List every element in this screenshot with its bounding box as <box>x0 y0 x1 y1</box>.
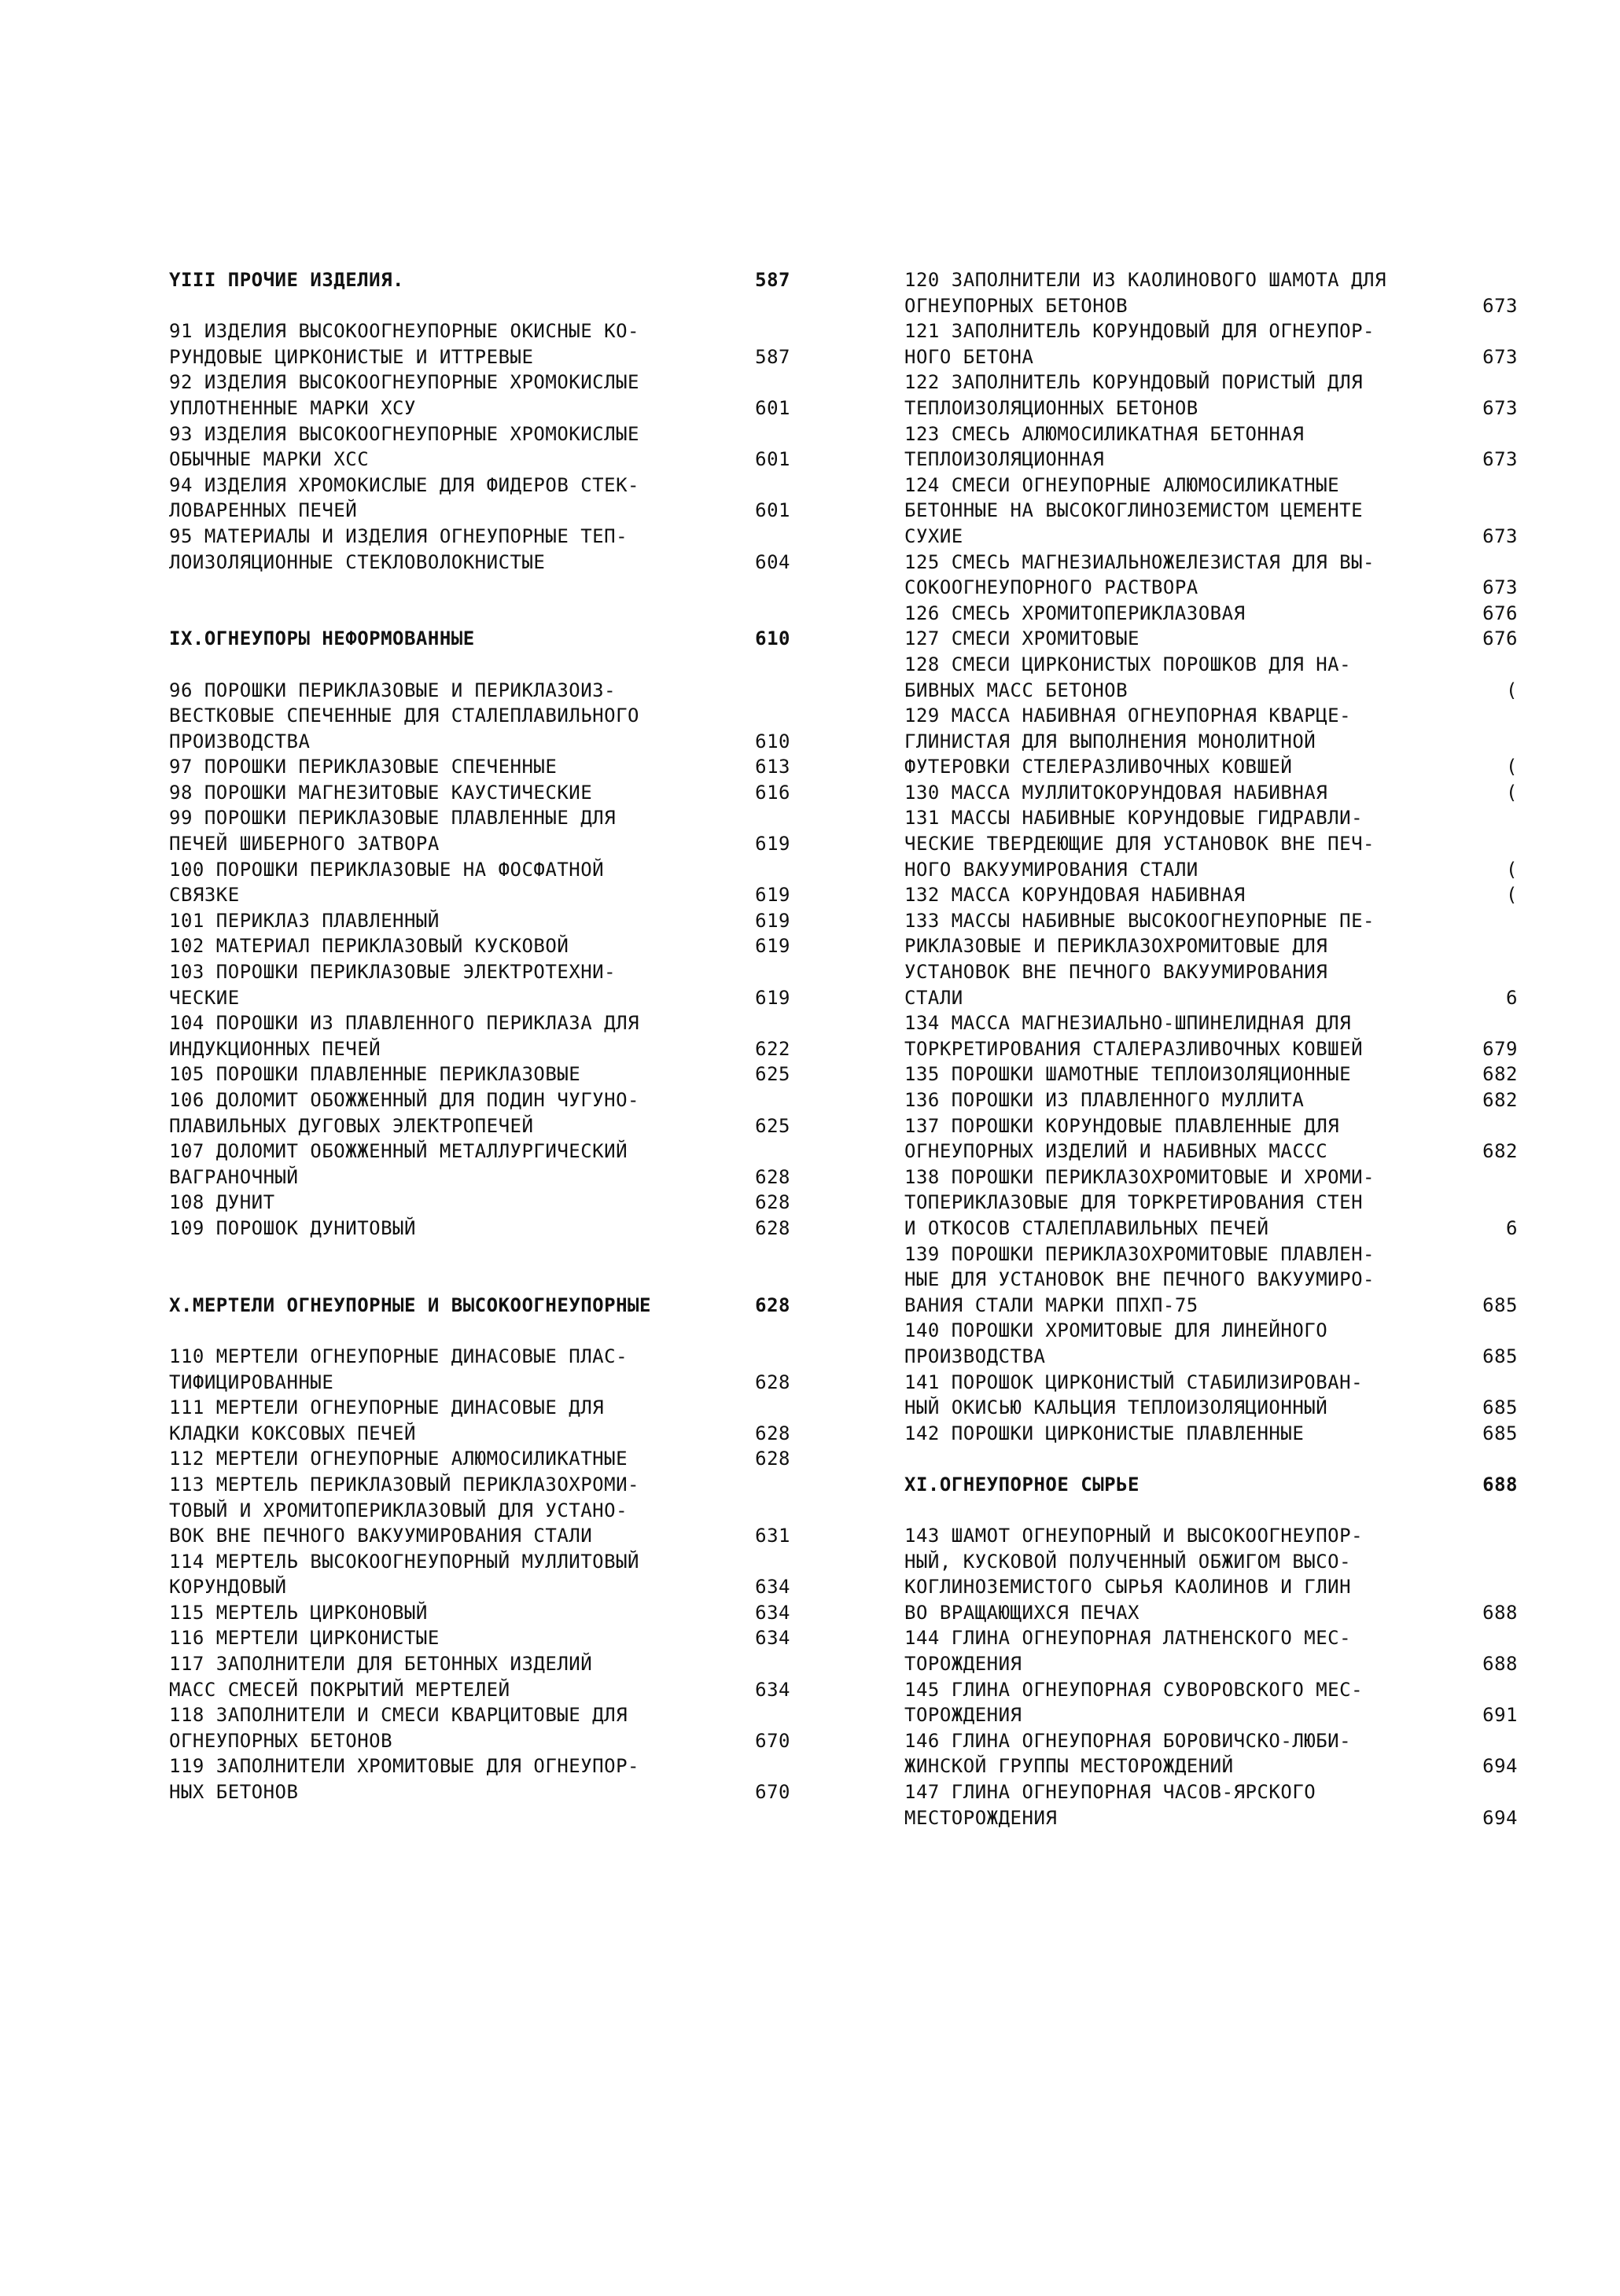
entry-text: 120 ЗАПОЛНИТЕЛИ ИЗ КАОЛИНОВОГО ШАМОТА ДЛЯ <box>904 269 1386 291</box>
entry-text: 112 МЕРТЕЛИ ОГНЕУПОРНЫЕ АЛЮМОСИЛИКАТНЫЕ <box>169 1448 628 1470</box>
entry-text: 135 ПОРОШКИ ШАМОТНЫЕ ТЕПЛОИЗОЛЯЦИОННЫЕ <box>904 1063 1352 1086</box>
page-number: 628 <box>755 1165 790 1188</box>
entry-text: КЛАДКИ КОКСОВЫХ ПЕЧЕЙ <box>169 1422 416 1444</box>
spacer <box>169 293 790 319</box>
entry-text: ПРОИЗВОДСТВА <box>904 1345 1046 1367</box>
entry-text: 143 ШАМОТ ОГНЕУПОРНЫЙ И ВЫСОКООГНЕУПОР- <box>904 1525 1364 1547</box>
toc-entry-line <box>169 1574 790 1600</box>
spacer <box>169 575 790 601</box>
toc-entry-line <box>169 703 790 729</box>
toc-entry-line <box>169 1216 790 1242</box>
toc-entry-line <box>904 1370 1518 1396</box>
toc-entry-line <box>904 908 1518 934</box>
page-number: 634 <box>755 1576 790 1599</box>
toc-entry-line <box>904 1651 1518 1677</box>
toc-entry-line <box>169 498 790 524</box>
entry-text: ТОРКРЕТИРОВАНИЯ СТАЛЕРАЗЛИВОЧНЫХ КОВШЕЙ <box>904 1037 1364 1060</box>
entry-text: 94 ИЗДЕЛИЯ ХРОМОКИСЛЫЕ ДЛЯ ФИДЕРОВ СТЕК- <box>169 473 639 496</box>
entry-text: КОРУНДОВЫЙ <box>169 1576 287 1599</box>
toc-entry-line <box>904 370 1518 396</box>
entry-text: 100 ПОРОШКИ ПЕРИКЛАЗОВЫЕ НА ФОСФАТНОЙ <box>169 858 605 881</box>
entry-text: ТЕПЛОИЗОЛЯЦИОННЫХ БЕТОНОВ <box>904 396 1198 419</box>
entry-text: РУНДОВЫЕ ЦИРКОНИСТЫЕ И ИТТРЕВЫЕ <box>169 345 534 368</box>
entry-text: СТАЛИ <box>904 986 963 1009</box>
toc-entry-line <box>904 601 1518 627</box>
toc-entry-line <box>169 754 790 780</box>
entry-text: 97 ПОРОШКИ ПЕРИКЛАЗОВЫЕ СПЕЧЕННЫЕ <box>169 756 558 778</box>
page-number: 628 <box>755 1422 790 1444</box>
toc-entry-line <box>169 1625 790 1651</box>
entry-text: 123 СМЕСЬ АЛЮМОСИЛИКАТНАЯ БЕТОННАЯ <box>904 422 1305 445</box>
entry-text: X.МЕРТЕЛИ ОГНЕУПОРНЫЕ И ВЫСОКООГНЕУПОРНЫЕ <box>169 1293 651 1316</box>
toc-entry-line <box>169 1010 790 1036</box>
toc-entry-line <box>169 831 790 857</box>
page-number: 619 <box>755 884 790 907</box>
section-heading <box>169 267 790 293</box>
page-number: 688 <box>1482 1653 1518 1676</box>
toc-entry-line <box>169 473 790 499</box>
page-number: 601 <box>755 499 790 522</box>
toc-entry-line <box>169 524 790 550</box>
entry-text: 119 ЗАПОЛНИТЕЛИ ХРОМИТОВЫЕ ДЛЯ ОГНЕУПОР- <box>169 1755 639 1778</box>
toc-entry-line <box>169 1651 790 1677</box>
entry-text: ОГНЕУПОРНЫХ БЕТОНОВ <box>904 294 1128 317</box>
entry-text: ТОПЕРИКЛАЗОВЫЕ ДЛЯ ТОРКРЕТИРОВАНИЯ СТЕН <box>904 1191 1364 1214</box>
toc-entry-line <box>169 805 790 831</box>
toc-entry-line <box>904 780 1518 806</box>
entry-text: 103 ПОРОШКИ ПЕРИКЛАЗОВЫЕ ЭЛЕКТРОТЕХНИ- <box>169 961 617 984</box>
toc-entry-line <box>169 1728 790 1754</box>
page-number: 610 <box>755 627 790 650</box>
entry-text: СОКООГНЕУПОРНОГО РАСТВОРА <box>904 576 1198 599</box>
entry-text: 130 МАССА МУЛЛИТОКОРУНДОВАЯ НАБИВНАЯ <box>904 781 1328 804</box>
page-number: 601 <box>755 448 790 471</box>
entry-text: YIII ПРОЧИЕ ИЗДЕЛИЯ. <box>169 269 404 291</box>
toc-entry-line <box>169 1753 790 1779</box>
entry-text: ИНДУКЦИОННЫХ ПЕЧЕЙ <box>169 1037 381 1060</box>
entry-text: 121 ЗАПОЛНИТЕЛЬ КОРУНДОВЫЙ ДЛЯ ОГНЕУПОР- <box>904 320 1375 343</box>
entry-text: ФУТЕРОВКИ СТЕЛЕРАЗЛИВОЧНЫХ КОВШЕЙ <box>904 756 1293 778</box>
entry-text: ВЕСТКОВЫЕ СПЕЧЕННЫЕ ДЛЯ СТАЛЕПЛАВИЛЬНОГО <box>169 705 639 727</box>
toc-entry-line <box>169 1498 790 1524</box>
toc-entry-line <box>169 1087 790 1113</box>
toc-entry-line <box>169 985 790 1011</box>
section-heading <box>904 1472 1518 1498</box>
toc-entry-line <box>169 1113 790 1139</box>
entry-text: ПРОИЗВОДСТВА <box>169 730 311 752</box>
section-heading <box>169 1293 790 1319</box>
page-number: 587 <box>755 269 790 291</box>
toc-entry-line <box>904 1010 1518 1036</box>
page-number: 682 <box>1482 1063 1518 1086</box>
entry-text: 140 ПОРОШКИ ХРОМИТОВЫЕ ДЛЯ ЛИНЕЙНОГО <box>904 1319 1328 1342</box>
entry-text: 113 МЕРТЕЛЬ ПЕРИКЛАЗОВЫЙ ПЕРИКЛАЗОХРОМИ- <box>169 1473 639 1496</box>
entry-text: 91 ИЗДЕЛИЯ ВЫСОКООГНЕУПОРНЫЕ ОКИСНЫЕ КО- <box>169 320 639 343</box>
page-number: 625 <box>755 1063 790 1086</box>
entry-text: МЕСТОРОЖДЕНИЯ <box>904 1806 1058 1829</box>
entry-text: 101 ПЕРИКЛАЗ ПЛАВЛЕННЫЙ <box>169 909 440 932</box>
toc-entry-line <box>904 267 1518 293</box>
toc-entry-line <box>169 882 790 908</box>
entry-text: 96 ПОРОШКИ ПЕРИКЛАЗОВЫЕ И ПЕРИКЛАЗОИЗ- <box>169 679 617 701</box>
entry-text: 125 СМЕСЬ МАГНЕЗИАЛЬНОЖЕЛЕЗИСТАЯ ДЛЯ ВЫ- <box>904 550 1375 573</box>
entry-text: 104 ПОРОШКИ ИЗ ПЛАВЛЕННОГО ПЕРИКЛАЗА ДЛЯ <box>169 1012 639 1035</box>
toc-entry-line <box>904 1062 1518 1087</box>
page-number: ( <box>1506 781 1518 804</box>
page-number: 634 <box>755 1627 790 1650</box>
toc-entry-line <box>904 1395 1518 1421</box>
toc-entry-line <box>169 1549 790 1575</box>
toc-left-column <box>169 267 790 1805</box>
page-number: ( <box>1506 756 1518 778</box>
page-number: 694 <box>1482 1755 1518 1778</box>
toc-entry-line <box>904 754 1518 780</box>
toc-entry-line <box>169 1139 790 1165</box>
entry-text: 110 МЕРТЕЛИ ОГНЕУПОРНЫЕ ДИНАСОВЫЕ ПЛАС- <box>169 1345 628 1367</box>
entry-text: ЖИНСКОЙ ГРУППЫ МЕСТОРОЖДЕНИЙ <box>904 1755 1234 1778</box>
page-number: 604 <box>755 550 790 573</box>
entry-text: 102 МАТЕРИАЛ ПЕРИКЛАЗОВЫЙ КУСКОВОЙ <box>169 935 569 958</box>
toc-entry-line <box>169 344 790 370</box>
page-number: 679 <box>1482 1037 1518 1060</box>
toc-entry-line <box>904 1549 1518 1575</box>
toc-entry-line <box>904 1753 1518 1779</box>
toc-entry-line <box>904 293 1518 319</box>
entry-text: ТИФИЦИРОВАННЫЕ <box>169 1371 334 1393</box>
toc-entry-line <box>904 1267 1518 1293</box>
entry-text: НЫЙ ОКИСЬЮ КАЛЬЦИЯ ТЕПЛОИЗОЛЯЦИОННЫЙ <box>904 1396 1328 1419</box>
toc-entry-line <box>904 1216 1518 1242</box>
toc-entry-line <box>904 1165 1518 1190</box>
entry-text: ТЕПЛОИЗОЛЯЦИОННАЯ <box>904 448 1105 471</box>
toc-entry-line <box>169 1190 790 1216</box>
toc-entry-line <box>169 678 790 704</box>
page-number: 619 <box>755 986 790 1009</box>
entry-text: 116 МЕРТЕЛИ ЦИРКОНИСТЫЕ <box>169 1627 440 1650</box>
spacer <box>169 1242 790 1268</box>
page-number: 685 <box>1482 1422 1518 1444</box>
page-number: 619 <box>755 909 790 932</box>
entry-text: ПЕЧЕЙ ШИБЕРНОГО ЗАТВОРА <box>169 833 440 855</box>
entry-text: 133 МАССЫ НАБИВНЫЕ ВЫСОКООГНЕУПОРНЫЕ ПЕ- <box>904 909 1375 932</box>
page-number: 673 <box>1482 294 1518 317</box>
entry-text: И ОТКОСОВ СТАЛЕПЛАВИЛЬНЫХ ПЕЧЕЙ <box>904 1216 1269 1239</box>
spacer <box>169 1318 790 1344</box>
toc-entry-line <box>904 831 1518 857</box>
toc-entry-line <box>904 1523 1518 1549</box>
toc-entry-line <box>169 1472 790 1498</box>
toc-entry-line <box>904 1190 1518 1216</box>
entry-text: 147 ГЛИНА ОГНЕУПОРНАЯ ЧАСОВ-ЯРСКОГО <box>904 1781 1316 1804</box>
page-number: 676 <box>1482 627 1518 650</box>
toc-entry-line <box>169 1344 790 1370</box>
entry-text: ГЛИНИСТАЯ ДЛЯ ВЫПОЛНЕНИЯ МОНОЛИТНОЙ <box>904 730 1316 752</box>
toc-entry-line <box>904 1242 1518 1268</box>
page-number: 587 <box>755 345 790 368</box>
toc-entry-line <box>904 626 1518 652</box>
entry-text: ЧЕСКИЕ ТВЕРДЕЮЩИЕ ДЛЯ УСТАНОВОК ВНЕ ПЕЧ- <box>904 833 1375 855</box>
toc-entry-line <box>904 1702 1518 1728</box>
page-number: 673 <box>1482 345 1518 368</box>
toc-entry-line <box>904 1139 1518 1165</box>
entry-text: ВАНИЯ СТАЛИ МАРКИ ППХП-75 <box>904 1293 1198 1316</box>
page-number: 6 <box>1506 1216 1518 1239</box>
toc-entry-line <box>904 498 1518 524</box>
entry-text: НЫЕ ДЛЯ УСТАНОВОК ВНЕ ПЕЧНОГО ВАКУУМИРО- <box>904 1268 1375 1291</box>
toc-right-column <box>904 267 1518 1831</box>
toc-entry-line <box>169 396 790 421</box>
toc-entry-line <box>904 1574 1518 1600</box>
toc-entry-line <box>904 1677 1518 1703</box>
entry-text: УСТАНОВОК ВНЕ ПЕЧНОГО ВАКУУМИРОВАНИЯ <box>904 961 1328 984</box>
toc-entry-line <box>904 550 1518 576</box>
toc-entry-line <box>904 1728 1518 1754</box>
page-number: 634 <box>755 1678 790 1701</box>
toc-entry-line <box>904 1293 1518 1319</box>
entry-text: ВО ВРАЩАЮЩИХСЯ ПЕЧАХ <box>904 1601 1140 1624</box>
page-number: 628 <box>755 1293 790 1316</box>
entry-text: 131 МАССЫ НАБИВНЫЕ КОРУНДОВЫЕ ГИДРАВЛИ- <box>904 807 1364 830</box>
entry-text: 93 ИЗДЕЛИЯ ВЫСОКООГНЕУПОРНЫЕ ХРОМОКИСЛЫЕ <box>169 422 639 445</box>
toc-entry-line <box>904 447 1518 473</box>
page-number: 685 <box>1482 1396 1518 1419</box>
toc-entry-line <box>904 1805 1518 1831</box>
entry-text: 136 ПОРОШКИ ИЗ ПЛАВЛЕННОГО МУЛЛИТА <box>904 1089 1305 1111</box>
entry-text: 122 ЗАПОЛНИТЕЛЬ КОРУНДОВЫЙ ПОРИСТЫЙ ДЛЯ <box>904 371 1364 394</box>
toc-entry-line <box>904 1779 1518 1805</box>
toc-entry-line <box>169 1395 790 1421</box>
page-number: 619 <box>755 935 790 958</box>
toc-entry-line <box>169 1165 790 1190</box>
page-number: 694 <box>1482 1806 1518 1829</box>
toc-entry-line <box>904 857 1518 883</box>
toc-entry-line <box>169 1036 790 1062</box>
entry-text: СУХИЕ <box>904 524 963 547</box>
entry-text: МАСС СМЕСЕЙ ПОКРЫТИЙ МЕРТЕЛЕЙ <box>169 1678 510 1701</box>
toc-entry-line <box>904 575 1518 601</box>
entry-text: 126 СМЕСЬ ХРОМИТОПЕРИКЛАЗОВАЯ <box>904 602 1246 624</box>
toc-entry-line <box>169 857 790 883</box>
entry-text: ОГНЕУПОРНЫХ БЕТОНОВ <box>169 1729 393 1752</box>
spacer <box>904 1498 1518 1524</box>
entry-text: ВАГРАНОЧНЫЙ <box>169 1165 299 1188</box>
entry-text: 105 ПОРОШКИ ПЛАВЛЕННЫЕ ПЕРИКЛАЗОВЫЕ <box>169 1063 581 1086</box>
page-number: 625 <box>755 1114 790 1137</box>
page-number: 682 <box>1482 1089 1518 1111</box>
entry-text: НЫЙ, КУСКОВОЙ ПОЛУЧЕННЫЙ ОБЖИГОМ ВЫСО- <box>904 1550 1352 1573</box>
page-number: 628 <box>755 1448 790 1470</box>
page-number: 628 <box>755 1216 790 1239</box>
toc-entry-line <box>904 729 1518 755</box>
page-number: 691 <box>1482 1704 1518 1727</box>
toc-entry-line <box>169 729 790 755</box>
entry-text: 118 ЗАПОЛНИТЕЛИ И СМЕСИ КВАРЦИТОВЫЕ ДЛЯ <box>169 1704 628 1727</box>
entry-text: ОБЫЧНЫЕ МАРКИ ХСС <box>169 448 370 471</box>
entry-text: 137 ПОРОШКИ КОРУНДОВЫЕ ПЛАВЛЕННЫЕ ДЛЯ <box>904 1114 1340 1137</box>
entry-text: ТОРОЖДЕНИЯ <box>904 1653 1022 1676</box>
page-number: 682 <box>1482 1140 1518 1163</box>
toc-entry-line <box>904 421 1518 447</box>
entry-text: 134 МАССА МАГНЕЗИАЛЬНО-ШПИНЕЛИДНАЯ ДЛЯ <box>904 1012 1352 1035</box>
toc-entry-line <box>904 1625 1518 1651</box>
toc-entry-line <box>904 882 1518 908</box>
entry-text: ТОВЫЙ И ХРОМИТОПЕРИКЛАЗОВЫЙ ДЛЯ УСТАНО- <box>169 1499 628 1521</box>
page-number: 670 <box>755 1781 790 1804</box>
entry-text: 145 ГЛИНА ОГНЕУПОРНАЯ СУВОРОВСКОГО МЕС- <box>904 1678 1364 1701</box>
toc-entry-line <box>904 959 1518 985</box>
toc-entry-line <box>904 1421 1518 1447</box>
page-number: 601 <box>755 396 790 419</box>
entry-text: НОГО БЕТОНА <box>904 345 1034 368</box>
toc-entry-line <box>904 1113 1518 1139</box>
entry-text: ПЛАВИЛЬНЫХ ДУГОВЫХ ЭЛЕКТРОПЕЧЕЙ <box>169 1114 534 1137</box>
entry-text: 129 МАССА НАБИВНАЯ ОГНЕУПОРНАЯ КВАРЦЕ- <box>904 705 1352 727</box>
entry-text: 117 ЗАПОЛНИТЕЛИ ДЛЯ БЕТОННЫХ ИЗДЕЛИЙ <box>169 1653 593 1676</box>
toc-entry-line <box>904 524 1518 550</box>
entry-text: 109 ПОРОШОК ДУНИТОВЫЙ <box>169 1216 416 1239</box>
entry-text: 141 ПОРОШОК ЦИРКОНИСТЫЙ СТАБИЛИЗИРОВАН- <box>904 1371 1364 1393</box>
page-number: 628 <box>755 1371 790 1393</box>
toc-entry-line <box>904 344 1518 370</box>
entry-text: ЧЕСКИЕ <box>169 986 240 1009</box>
page-number: 610 <box>755 730 790 752</box>
entry-text: 124 СМЕСИ ОГНЕУПОРНЫЕ АЛЮМОСИЛИКАТНЫЕ <box>904 473 1340 496</box>
page-number: 673 <box>1482 576 1518 599</box>
page-number: ( <box>1506 884 1518 907</box>
entry-text: 92 ИЗДЕЛИЯ ВЫСОКООГНЕУПОРНЫЕ ХРОМОКИСЛЫЕ <box>169 371 639 394</box>
entry-text: 106 ДОЛОМИТ ОБОЖЖЕННЫЙ ДЛЯ ПОДИН ЧУГУНО- <box>169 1089 639 1111</box>
entry-text: 144 ГЛИНА ОГНЕУПОРНАЯ ЛАТНЕНСКОГО МЕС- <box>904 1627 1352 1650</box>
toc-entry-line <box>169 1370 790 1396</box>
toc-entry-line <box>169 1421 790 1447</box>
toc-entry-line <box>169 1062 790 1087</box>
toc-entry-line <box>169 1702 790 1728</box>
page-number: 676 <box>1482 602 1518 624</box>
page-number: 688 <box>1482 1601 1518 1624</box>
toc-entry-line <box>169 908 790 934</box>
entry-text: 108 ДУНИТ <box>169 1191 275 1214</box>
page-number: 685 <box>1482 1293 1518 1316</box>
toc-entry-line <box>169 1523 790 1549</box>
toc-entry-line <box>904 933 1518 959</box>
entry-text: 142 ПОРОШКИ ЦИРКОНИСТЫЕ ПЛАВЛЕННЫЕ <box>904 1422 1305 1444</box>
page-number: 613 <box>755 756 790 778</box>
entry-text: КОГЛИНОЗЕМИСТОГО СЫРЬЯ КАОЛИНОВ И ГЛИН <box>904 1576 1352 1599</box>
toc-entry-line <box>904 473 1518 499</box>
page-number: ( <box>1506 858 1518 881</box>
toc-entry-line <box>169 1779 790 1805</box>
toc-entry-line <box>904 678 1518 704</box>
toc-entry-line <box>904 1036 1518 1062</box>
section-heading <box>169 626 790 652</box>
entry-text: 114 МЕРТЕЛЬ ВЫСОКООГНЕУПОРНЫЙ МУЛЛИТОВЫЙ <box>169 1550 639 1573</box>
toc-entry-line <box>169 370 790 396</box>
entry-text: 127 СМЕСИ ХРОМИТОВЫЕ <box>904 627 1140 650</box>
entry-text: 115 МЕРТЕЛЬ ЦИРКОНОВЫЙ <box>169 1601 428 1624</box>
entry-text: НОГО ВАКУУМИРОВАНИЯ СТАЛИ <box>904 858 1198 881</box>
toc-entry-line <box>169 318 790 344</box>
toc-entry-line <box>169 933 790 959</box>
page-number: ( <box>1506 679 1518 701</box>
toc-entry-line <box>169 550 790 576</box>
entry-text: 107 ДОЛОМИТ ОБОЖЖЕННЫЙ МЕТАЛЛУРГИЧЕСКИЙ <box>169 1140 628 1163</box>
page-number: 616 <box>755 781 790 804</box>
entry-text: НЫХ БЕТОНОВ <box>169 1781 299 1804</box>
page-number: 673 <box>1482 396 1518 419</box>
page-number: 631 <box>755 1525 790 1547</box>
entry-text: 95 МАТЕРИАЛЫ И ИЗДЕЛИЯ ОГНЕУПОРНЫЕ ТЕП- <box>169 524 628 547</box>
toc-entry-line <box>904 652 1518 678</box>
page-number: 619 <box>755 833 790 855</box>
page-number: 670 <box>755 1729 790 1752</box>
toc-entry-line <box>904 1087 1518 1113</box>
page-number: 673 <box>1482 524 1518 547</box>
toc-entry-line <box>169 1446 790 1472</box>
entry-text: ТОРОЖДЕНИЯ <box>904 1704 1022 1727</box>
spacer <box>169 601 790 627</box>
spacer <box>169 1267 790 1293</box>
toc-entry-line <box>904 318 1518 344</box>
toc-entry-line <box>904 703 1518 729</box>
entry-text: 111 МЕРТЕЛИ ОГНЕУПОРНЫЕ ДИНАСОВЫЕ ДЛЯ <box>169 1396 605 1419</box>
entry-text: РИКЛАЗОВЫЕ И ПЕРИКЛАЗОХРОМИТОВЫЕ ДЛЯ <box>904 935 1328 958</box>
entry-text: УПЛОТНЕННЫЕ МАРКИ ХСУ <box>169 396 416 419</box>
entry-text: 132 МАССА КОРУНДОВАЯ НАБИВНАЯ <box>904 884 1246 907</box>
page-number: 6 <box>1506 986 1518 1009</box>
spacer <box>169 652 790 678</box>
toc-entry-line <box>904 805 1518 831</box>
page-number: 673 <box>1482 448 1518 471</box>
entry-text: IX.ОГНЕУПОРЫ НЕФОРМОВАННЫЕ <box>169 627 475 650</box>
toc-entry-line <box>904 985 1518 1011</box>
toc-entry-line <box>169 1677 790 1703</box>
entry-text: ВОК ВНЕ ПЕЧНОГО ВАКУУМИРОВАНИЯ СТАЛИ <box>169 1525 593 1547</box>
entry-text: 146 ГЛИНА ОГНЕУПОРНАЯ БОРОВИЧСКО-ЛЮБИ- <box>904 1729 1352 1752</box>
toc-entry-line <box>904 396 1518 421</box>
entry-text: 128 СМЕСИ ЦИРКОНИСТЫХ ПОРОШКОВ ДЛЯ НА- <box>904 653 1352 675</box>
toc-entry-line <box>169 780 790 806</box>
page-number: 628 <box>755 1191 790 1214</box>
entry-text: 139 ПОРОШКИ ПЕРИКЛАЗОХРОМИТОВЫЕ ПЛАВЛЕН- <box>904 1242 1375 1265</box>
entry-text: БИВНЫХ МАСС БЕТОНОВ <box>904 679 1128 701</box>
toc-entry-line <box>904 1344 1518 1370</box>
entry-text: 138 ПОРОШКИ ПЕРИКЛАЗОХРОМИТОВЫЕ И ХРОМИ- <box>904 1165 1375 1188</box>
entry-text: ЛОВАРЕННЫХ ПЕЧЕЙ <box>169 499 358 522</box>
toc-entry-line <box>169 421 790 447</box>
page-number: 634 <box>755 1601 790 1624</box>
entry-text: СВЯЗКЕ <box>169 884 240 907</box>
entry-text: 99 ПОРОШКИ ПЕРИКЛАЗОВЫЕ ПЛАВЛЕННЫЕ ДЛЯ <box>169 807 617 830</box>
entry-text: ОГНЕУПОРНЫХ ИЗДЕЛИЙ И НАБИВНЫХ МАССС <box>904 1140 1328 1163</box>
toc-entry-line <box>904 1600 1518 1626</box>
page-number: 622 <box>755 1037 790 1060</box>
entry-text: XI.ОГНЕУПОРНОЕ СЫРЬЕ <box>904 1473 1140 1496</box>
spacer <box>904 1446 1518 1472</box>
toc-entry-line <box>169 959 790 985</box>
entry-text: 98 ПОРОШКИ МАГНЕЗИТОВЫЕ КАУСТИЧЕСКИЕ <box>169 781 593 804</box>
entry-text: ЛОИЗОЛЯЦИОННЫЕ СТЕКЛОВОЛОКНИСТЫЕ <box>169 550 546 573</box>
entry-text: БЕТОННЫЕ НА ВЫСОКОГЛИНОЗЕМИСТОМ ЦЕМЕНТЕ <box>904 499 1364 522</box>
page-number: 688 <box>1482 1473 1518 1496</box>
toc-entry-line <box>169 447 790 473</box>
toc-entry-line <box>904 1318 1518 1344</box>
page-number: 685 <box>1482 1345 1518 1367</box>
toc-entry-line <box>169 1600 790 1626</box>
